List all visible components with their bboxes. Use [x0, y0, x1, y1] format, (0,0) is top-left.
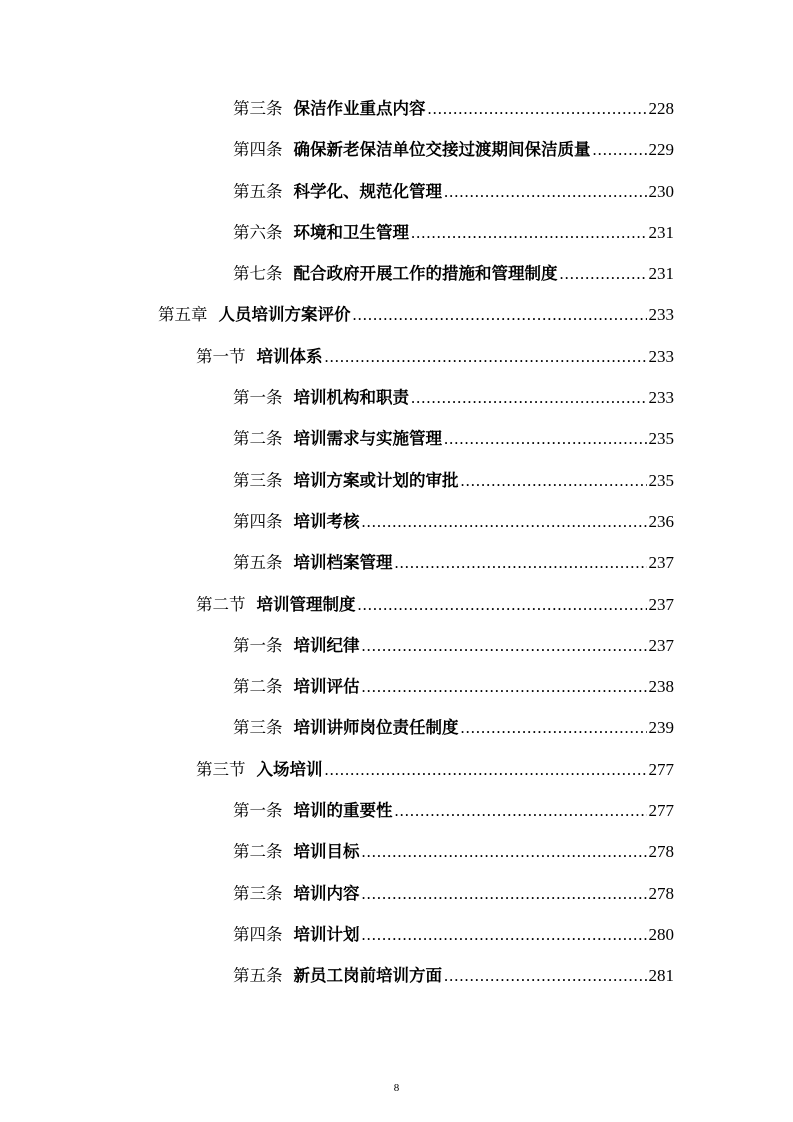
toc-entry[interactable] [0, 377, 793, 418]
toc-entry-title: 培训需求与实施管理 [293, 429, 442, 449]
toc-line [233, 263, 674, 285]
toc-entry-page: 235 [648, 429, 674, 449]
dot-leader [461, 470, 647, 492]
toc-entry[interactable] [0, 294, 793, 335]
toc-entry-number: 第五章 [158, 305, 208, 325]
toc-entry[interactable] [0, 460, 793, 501]
toc-entry-page: 238 [648, 677, 674, 697]
toc-entry-title: 科学化、规范化管理 [293, 181, 442, 201]
dot-leader [395, 800, 647, 822]
toc-entry-page: 233 [648, 305, 674, 325]
dot-leader [395, 552, 647, 574]
dot-leader [444, 428, 647, 450]
toc-entry-number: 第六条 [233, 222, 283, 242]
toc-entry-title: 配合政府开展工作的措施和管理制度 [293, 264, 558, 284]
toc-entry-number: 第二节 [196, 594, 246, 614]
toc-entry-title: 确保新老保洁单位交接过渡期间保洁质量 [293, 140, 591, 160]
toc-line [233, 635, 674, 657]
toc-entry-page: 278 [648, 883, 674, 903]
toc-entry-number: 第二条 [233, 842, 283, 862]
dot-leader [411, 222, 647, 244]
toc-entry-page: 229 [648, 140, 674, 160]
toc-entry[interactable] [0, 831, 793, 872]
dot-leader [325, 759, 647, 781]
toc-entry-number: 第三条 [233, 718, 283, 738]
dot-leader [411, 387, 647, 409]
toc-entry-page: 231 [648, 264, 674, 284]
toc-entry[interactable] [0, 749, 793, 790]
toc-entry-page: 277 [648, 801, 674, 821]
dot-leader [362, 676, 647, 698]
toc-entry-page: 233 [648, 388, 674, 408]
dot-leader [362, 635, 647, 657]
toc-entry[interactable] [0, 914, 793, 955]
toc-entry[interactable] [0, 542, 793, 583]
toc-entry[interactable] [0, 790, 793, 831]
toc-entry-page: 237 [648, 635, 674, 655]
toc-entry[interactable] [0, 584, 793, 625]
toc-line [196, 346, 674, 368]
toc-entry-title: 培训档案管理 [293, 553, 393, 573]
toc-entry-title: 培训计划 [293, 924, 360, 944]
toc-line [233, 428, 674, 450]
toc-entry-page: 237 [648, 594, 674, 614]
toc-line [233, 800, 674, 822]
toc-entry[interactable] [0, 418, 793, 459]
toc-line [233, 181, 674, 203]
toc-entry-title: 培训体系 [256, 346, 323, 366]
toc-line [196, 759, 674, 781]
dot-leader [444, 181, 647, 203]
toc-line [233, 676, 674, 698]
toc-entry[interactable] [0, 171, 793, 212]
toc-entry[interactable] [0, 873, 793, 914]
toc-entry-title: 培训目标 [293, 842, 360, 862]
toc-line [233, 965, 674, 987]
toc-entry-title: 培训讲师岗位责任制度 [293, 718, 459, 738]
toc-entry[interactable] [0, 625, 793, 666]
toc-line [233, 139, 674, 161]
toc-line [233, 222, 674, 244]
dot-leader [444, 965, 647, 987]
toc-line [158, 304, 674, 326]
toc-entry-title: 培训机构和职责 [293, 388, 409, 408]
toc-entry-title: 培训管理制度 [256, 594, 356, 614]
table-of-contents [0, 88, 793, 997]
toc-entry-number: 第四条 [233, 140, 283, 160]
toc-entry-page: 230 [648, 181, 674, 201]
toc-line [233, 552, 674, 574]
toc-entry[interactable] [0, 501, 793, 542]
toc-entry-title: 培训纪律 [293, 635, 360, 655]
toc-entry-number: 第三条 [233, 883, 283, 903]
toc-line [233, 924, 674, 946]
toc-entry-title: 培训考核 [293, 511, 360, 531]
toc-entry-title: 培训的重要性 [293, 801, 393, 821]
toc-line [233, 98, 674, 120]
toc-entry-page: 237 [648, 553, 674, 573]
toc-entry-title: 人员培训方案评价 [218, 305, 351, 325]
toc-entry-page: 280 [648, 924, 674, 944]
toc-entry-title: 环境和卫生管理 [293, 222, 409, 242]
toc-entry-number: 第五条 [233, 553, 283, 573]
page-number: 8 [393, 1082, 400, 1094]
toc-entry-title: 培训评估 [293, 677, 360, 697]
dot-leader [362, 511, 647, 533]
toc-entry-title: 新员工岗前培训方面 [293, 966, 442, 986]
toc-entry-number: 第一条 [233, 388, 283, 408]
toc-entry-page: 235 [648, 470, 674, 490]
toc-entry[interactable] [0, 212, 793, 253]
toc-entry-number: 第二条 [233, 677, 283, 697]
dot-leader [362, 841, 647, 863]
toc-entry-page: 236 [648, 511, 674, 531]
toc-entry-number: 第一条 [233, 801, 283, 821]
toc-entry-page: 228 [648, 99, 674, 118]
dot-leader [362, 883, 647, 905]
toc-entry-number: 第一条 [233, 635, 283, 655]
dot-leader [461, 717, 647, 739]
toc-line [196, 594, 674, 616]
toc-entry-title: 培训内容 [293, 883, 360, 903]
dot-leader [362, 924, 647, 946]
toc-line [233, 883, 674, 905]
toc-entry-page: 233 [648, 346, 674, 366]
toc-entry[interactable] [0, 336, 793, 377]
toc-entry-number: 第二条 [233, 429, 283, 449]
toc-entry[interactable] [0, 955, 793, 996]
toc-entry-number: 第三节 [196, 759, 246, 779]
dot-leader [325, 346, 647, 368]
toc-entry-page: 277 [648, 759, 674, 779]
toc-entry-page: 239 [648, 718, 674, 738]
toc-entry[interactable] [0, 707, 793, 748]
toc-entry-number: 第五条 [233, 181, 283, 201]
toc-entry-number: 第三条 [233, 470, 283, 490]
toc-entry-number: 第五条 [233, 966, 283, 986]
toc-entry[interactable] [0, 253, 793, 294]
dot-leader [358, 594, 647, 616]
toc-entry-number: 第七条 [233, 264, 283, 284]
toc-entry[interactable] [0, 88, 793, 129]
toc-line [233, 387, 674, 409]
toc-entry-title: 保洁作业重点内容 [293, 99, 426, 118]
toc-entry-number: 第三条 [233, 99, 283, 118]
toc-entry-number: 第一节 [196, 346, 246, 366]
dot-leader [560, 263, 647, 285]
toc-entry-title: 入场培训 [256, 759, 323, 779]
toc-entry-number: 第四条 [233, 511, 283, 531]
toc-line [233, 511, 674, 533]
toc-entry-page: 231 [648, 222, 674, 242]
dot-leader [428, 98, 647, 120]
toc-entry-title: 培训方案或计划的审批 [293, 470, 459, 490]
toc-entry-page: 281 [648, 966, 674, 986]
toc-line [233, 841, 674, 863]
toc-entry[interactable] [0, 129, 793, 170]
toc-line [233, 470, 674, 492]
dot-leader [593, 139, 647, 161]
toc-entry-page: 278 [648, 842, 674, 862]
toc-line [233, 717, 674, 739]
toc-entry-number: 第四条 [233, 924, 283, 944]
dot-leader [353, 304, 647, 326]
toc-entry[interactable] [0, 666, 793, 707]
